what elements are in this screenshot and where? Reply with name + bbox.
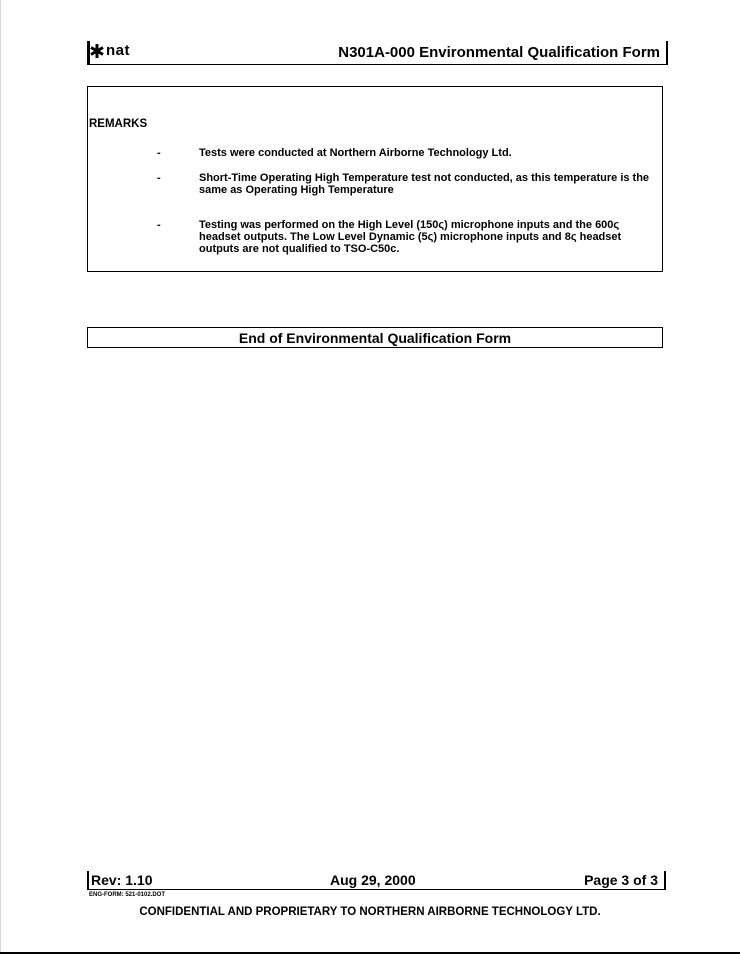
remark-bullet: - — [157, 172, 161, 184]
document-title: N301A-000 Environmental Qualification Form — [338, 44, 660, 61]
logo-text: nat — [106, 42, 130, 59]
page-edge — [0, 0, 1, 954]
remark-bullet: - — [157, 147, 161, 159]
confidential-notice: CONFIDENTIAL AND PROPRIETARY TO NORTHERN AIRBORNE TECHNOLOGY LTD. — [139, 906, 601, 918]
asterisk-icon — [89, 43, 105, 59]
page-number: Page 3 of 3 — [584, 872, 658, 888]
remarks-heading: REMARKS — [89, 118, 148, 130]
company-logo — [89, 42, 130, 59]
remark-item: Tests were conducted at Northern Airborne Technology Ltd. — [199, 147, 512, 159]
form-id: ENG-FORM: 521-0102.DOT — [89, 892, 166, 898]
remark-item: Testing was performed on the High Level (150ς) microphone inputs and the 600ς headset outputs. The Low Level Dynamic (5ς) microphone inputs and 8ς headset outputs are not qualified to TSO-C50c. — [199, 219, 622, 255]
end-of-form-text: End of Environmental Qualification Form — [238, 330, 512, 346]
revision-date: Aug 29, 2000 — [330, 872, 416, 888]
remark-bullet: - — [157, 219, 161, 231]
remark-item: Short-Time Operating High Temperature test not conducted, as this temperature is the same as Operating High Temperature — [199, 172, 650, 196]
revision-label: Rev: 1.10 — [91, 872, 153, 888]
